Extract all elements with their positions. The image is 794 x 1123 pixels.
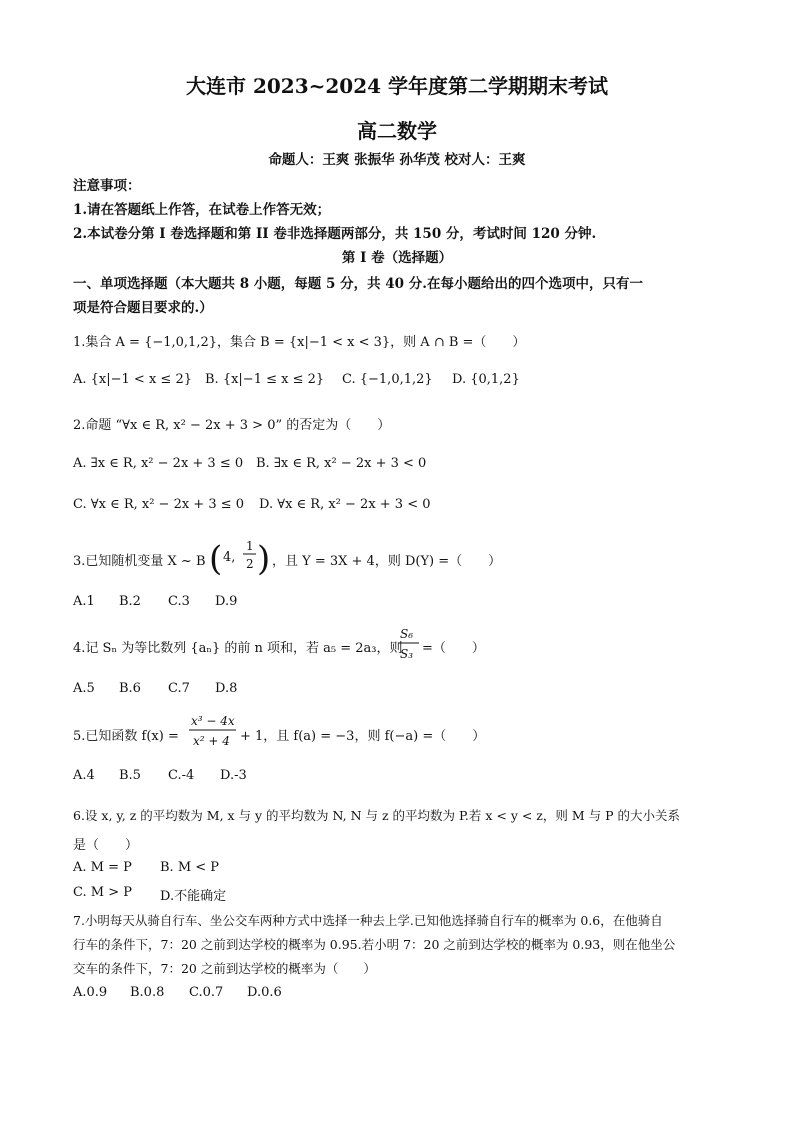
question-4-stem-pre: 4.记 Sₙ 为等比数列 {aₙ} 的前 n 项和，若 a₅ = 2a₃，则 [73,641,403,656]
notes-heading: 注意事项： [73,178,141,194]
question-4-option-a: A.5 [73,681,95,696]
question-4-fraction [397,624,421,664]
question-2-stem: 2.命题 “∀x ∈ R, x² − 2x + 3 > 0” 的否定为（ ） [73,418,391,433]
exam-subject: 高二数学 [357,119,437,143]
left-paren-icon: ( [209,539,223,579]
question-4-stem-post: =（ ） [422,641,485,656]
question-3-stem-post: ，且 Y = 3X + 4，则 D(Y) =（ ） [272,554,502,569]
question-6-stem-line-1: 6.设 x, y, z 的平均数为 M, x 与 y 的平均数为 N, N 与 z 的平均数为 P.若 x < y < z，则 M 与 P 的大小关系 [73,808,680,823]
question-2-option-d: D. ∀x ∈ R, x² − 2x + 3 < 0 [259,497,431,512]
notes-item-1: 1.请在答题纸上作答，在试卷上作答无效； [73,202,331,218]
question-7-stem-line-1: 7.小明每天从骑自行车、坐公交车两种方式中选择一种去上学.已知他选择骑自行车的概率为 0.6，在他骑自 [73,913,663,928]
question-7-option-a: A.0.9 [73,985,108,1000]
question-7-option-d: D.0.6 [247,985,282,1000]
question-3-stem-pre: 3.已知随机变量 X ~ B [73,554,206,569]
question-5-option-b: B.5 [119,768,141,783]
question-4-option-b: B.6 [119,681,141,696]
question-3-option-a: A.1 [73,594,95,609]
question-1-option-c: C. {−1,0,1,2} [342,372,433,387]
notes-item-2: 2.本试卷分第 I 卷选择题和第 II 卷非选择题两部分，共 150 分，考试时间 120 分钟. [73,226,597,242]
q3-frac-bot: 2 [246,557,254,571]
q5-frac-bot: x² + 4 [193,734,230,748]
volume-title: 第 I 卷（选择题） [341,250,453,266]
question-6-stem-line-2: 是（ ） [73,838,139,853]
question-3-binomial-params [208,534,270,580]
question-6-option-b: B. M < P [160,860,220,875]
q4-frac-bot: S₃ [400,647,414,661]
question-2-option-a: A. ∃x ∈ R, x² − 2x + 3 ≤ 0 [73,456,244,471]
q4-frac-top: S₆ [400,627,414,641]
q5-frac-top: x³ − 4x [191,714,235,728]
q3-frac-top: 1 [246,539,254,553]
q3-param-n: 4, [223,550,236,565]
question-4-option-c: C.7 [168,681,190,696]
question-2-option-c: C. ∀x ∈ R, x² − 2x + 3 ≤ 0 [73,497,245,512]
question-1-stem: 1.集合 A = {−1,0,1,2}，集合 B = {x|−1 < x < 3}，则 A ∩ B =（ ） [73,335,526,350]
question-1-option-d: D. {0,1,2} [452,372,520,387]
question-4-option-d: D.8 [215,681,238,696]
section-heading-line-2: 项是符合题目要求的.） [73,300,213,316]
question-3-option-c: C.3 [168,594,190,609]
question-1-option-b: B. {x|−1 ≤ x ≤ 2} [205,372,325,387]
question-5-option-c: C.-4 [168,768,195,783]
question-5-stem-pre: 5.已知函数 f(x) = [73,729,179,744]
question-5-fraction [188,710,238,752]
question-6-option-a: A. M = P [73,860,132,875]
question-6-option-d: D.不能确定 [160,889,227,904]
question-3-option-b: B.2 [119,594,141,609]
question-5-stem-post: + 1，且 f(a) = −3，则 f(−a) =（ ） [240,729,486,744]
right-paren-icon: ) [257,539,270,579]
section-heading-line-1: 一、单项选择题（本大题共 8 小题，每题 5 分，共 40 分.在每小题给出的四个选项中，只有一 [73,276,643,292]
question-7-stem-line-2: 行车的条件下，7：20 之前到达学校的概率为 0.95.若小明 7：20 之前到达学校的概率为 0.93，则在他坐公 [73,937,676,952]
question-6-option-c: C. M > P [73,885,132,900]
question-1-option-a: A. {x|−1 < x ≤ 2} [73,372,192,387]
question-7-option-b: B.0.8 [130,985,165,1000]
question-7-stem-line-3: 交车的条件下，7：20 之前到达学校的概率为（ ） [73,961,376,976]
question-5-option-a: A.4 [73,768,95,783]
question-7-option-c: C.0.7 [189,985,224,1000]
question-3-option-d: D.9 [215,594,238,609]
exam-authors: 命题人：王爽 张振华 孙华茂 校对人：王爽 [268,152,526,168]
question-5-option-d: D.-3 [220,768,247,783]
question-2-option-b: B. ∃x ∈ R, x² − 2x + 3 < 0 [256,456,427,471]
exam-title: 大连市 2023~2024 学年度第二学期期末考试 [185,74,608,98]
